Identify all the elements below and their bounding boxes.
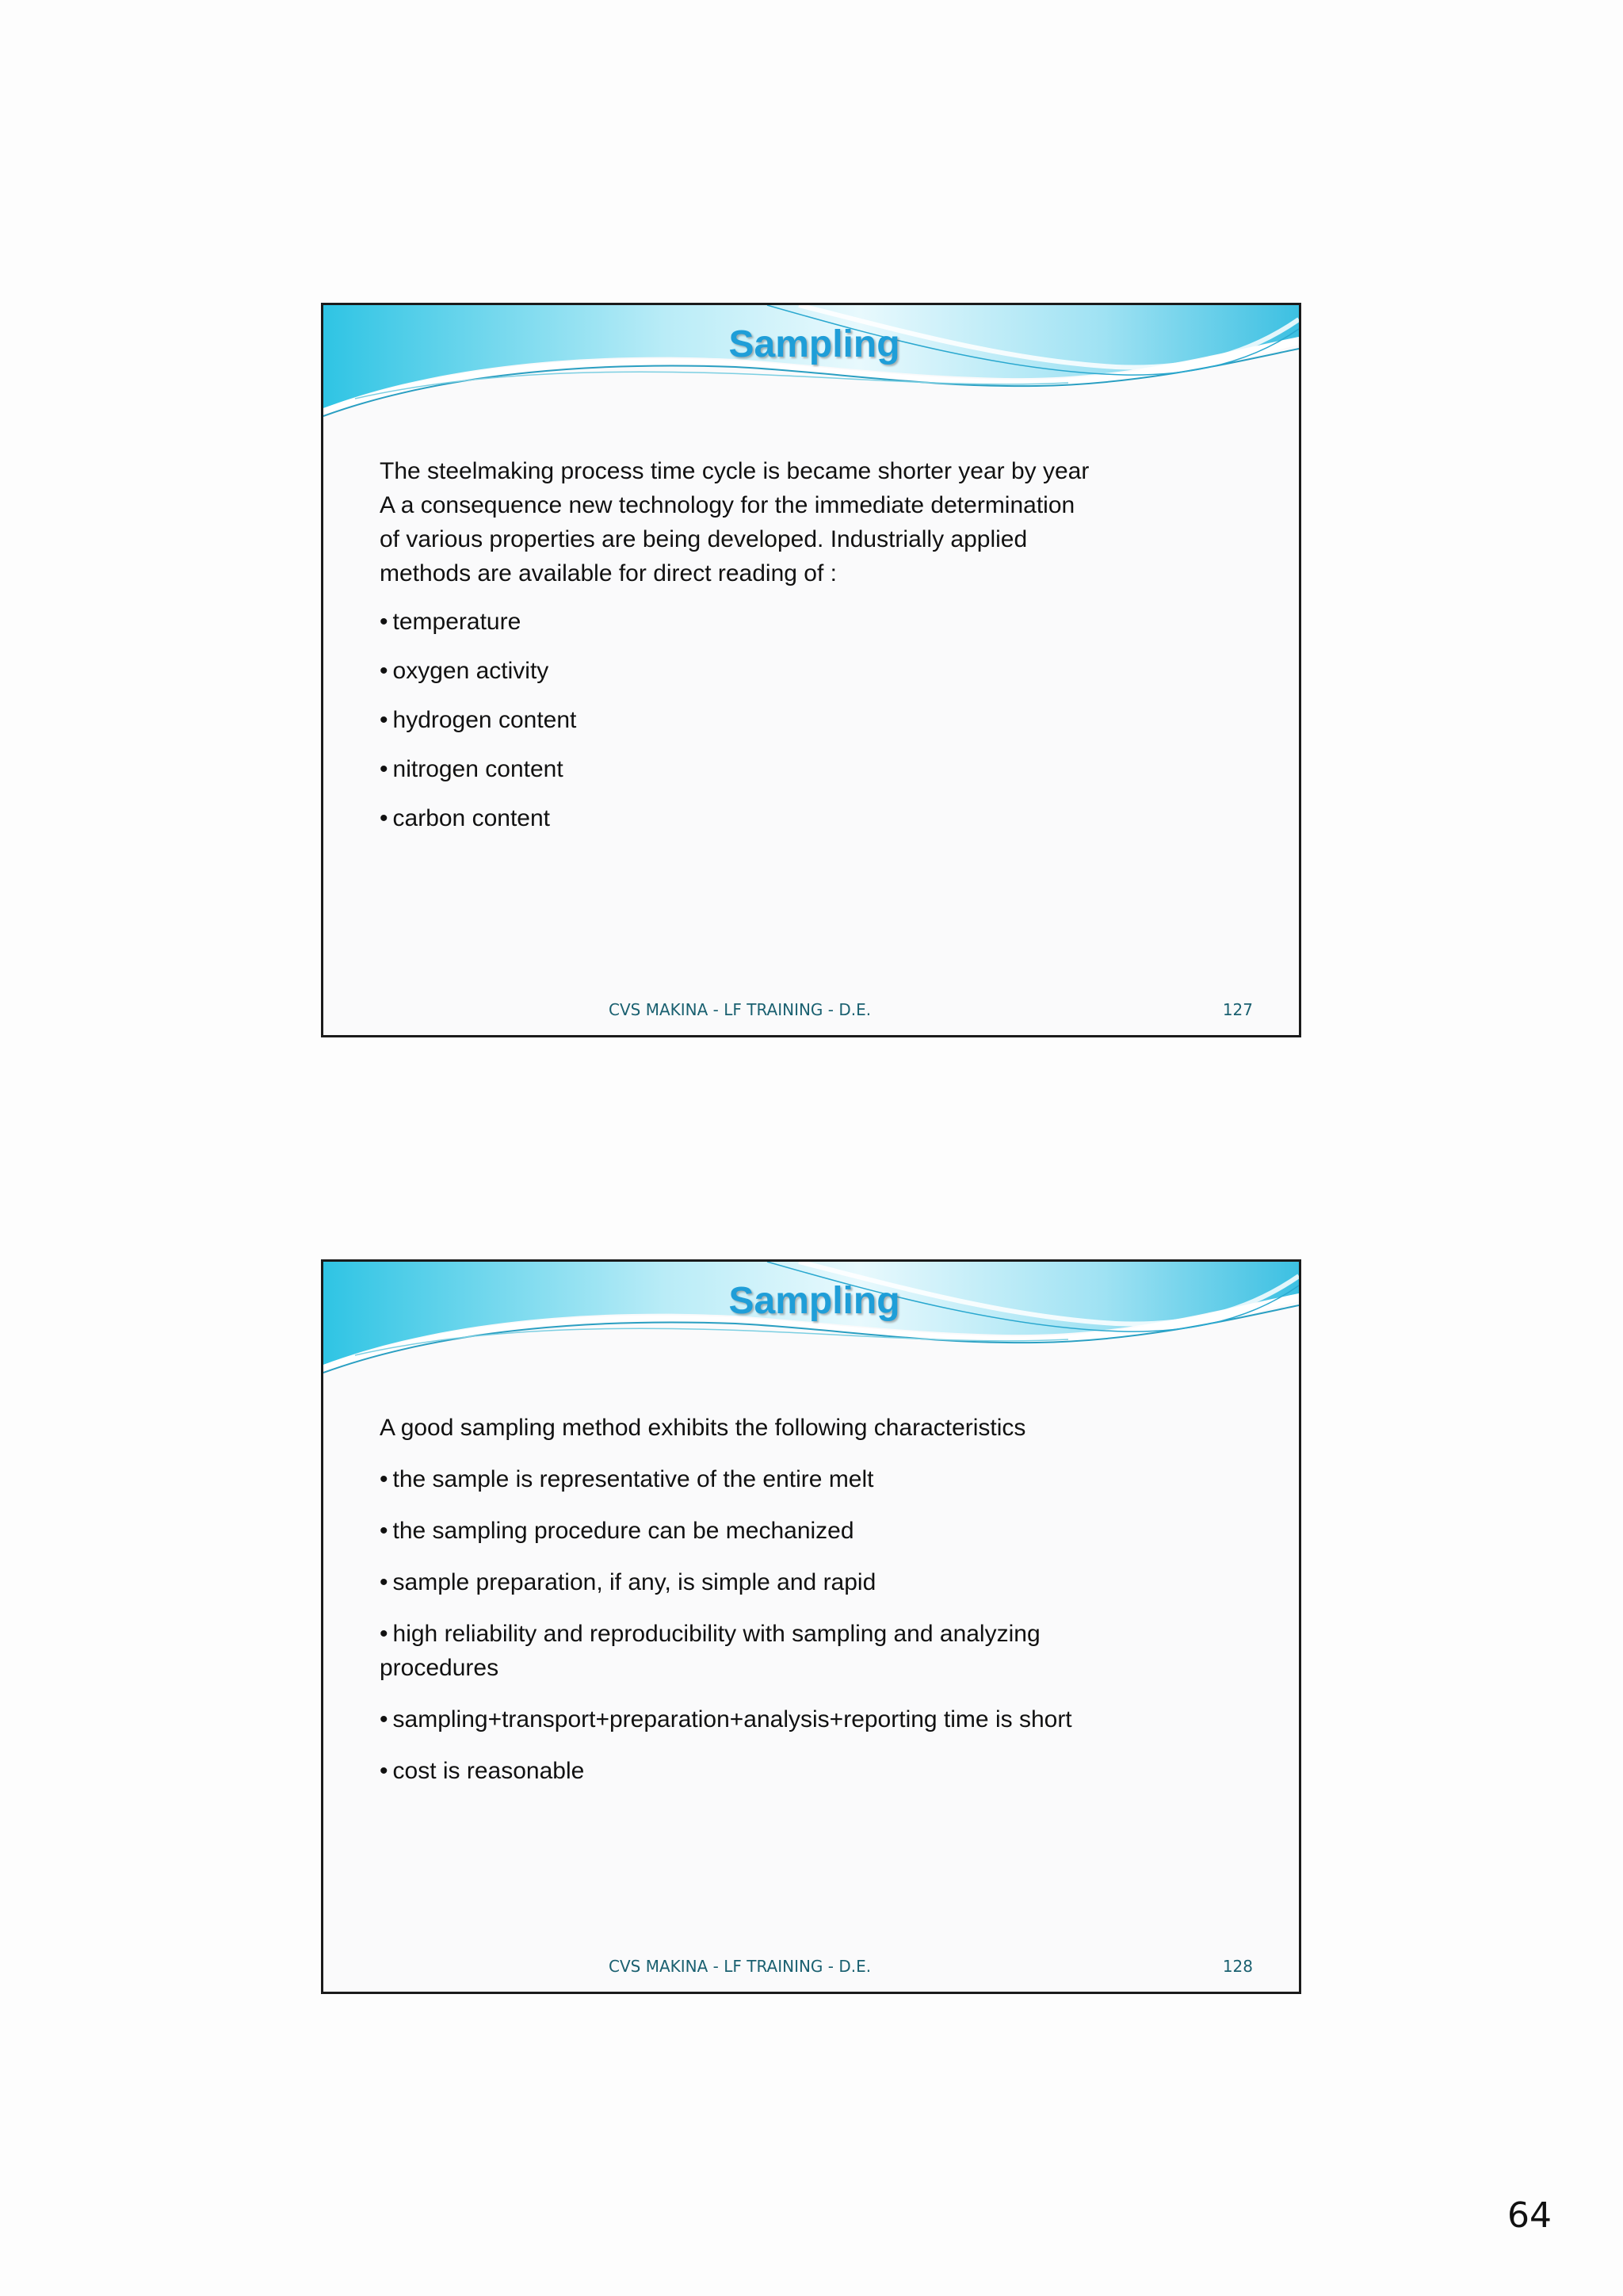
- list-item: • temperature: [380, 605, 1228, 639]
- list-item: • cost is reasonable: [380, 1754, 1228, 1788]
- slide-body: [380, 454, 1228, 850]
- slide-128: [321, 1259, 1301, 1994]
- slide-title: Sampling: [728, 1280, 900, 1322]
- slide-title: Sampling: [728, 323, 900, 365]
- bullet-list: [380, 605, 1228, 835]
- intro-paragraph: [380, 1411, 1228, 1445]
- footer-text: CVS MAKINA - LF TRAINING - D.E.: [609, 1957, 872, 1976]
- slide-header-wave: [323, 305, 1299, 424]
- list-item: • the sample is representative of the entire melt: [380, 1462, 1228, 1496]
- intro-line: methods are available for direct reading of :: [380, 560, 837, 586]
- intro-line: A good sampling method exhibits the following characteristics: [380, 1415, 1026, 1441]
- list-item: • the sampling procedure can be mechanized: [380, 1514, 1228, 1548]
- list-item: • nitrogen content: [380, 752, 1228, 786]
- intro-line: The steelmaking process time cycle is became shorter year by year: [380, 458, 1090, 484]
- slide-body: [380, 1411, 1228, 1805]
- list-item: • sampling+transport+preparation+analysis+reporting time is short: [380, 1702, 1228, 1736]
- page-number: 64: [1507, 2195, 1552, 2236]
- slide-number: 128: [1222, 1957, 1253, 1976]
- intro-line: A a consequence new technology for the immediate determination: [380, 492, 1075, 518]
- slide-number: 127: [1222, 1000, 1253, 1019]
- bullet-list: [380, 1462, 1228, 1788]
- slide-127: [321, 303, 1301, 1037]
- list-item: • carbon content: [380, 801, 1228, 835]
- slide-footer: [323, 1000, 1299, 1024]
- slide-header-wave: [323, 1262, 1299, 1381]
- intro-line: of various properties are being developed. Industrially applied: [380, 526, 1028, 552]
- list-item: • hydrogen content: [380, 703, 1228, 737]
- intro-paragraph: [380, 454, 1228, 590]
- list-item: • high reliability and reproducibility with sampling and analyzing procedures: [380, 1617, 1077, 1685]
- list-item: • sample preparation, if any, is simple and rapid: [380, 1565, 1228, 1599]
- slide-footer: [323, 1957, 1299, 1981]
- list-item: • oxygen activity: [380, 654, 1228, 688]
- footer-text: CVS MAKINA - LF TRAINING - D.E.: [609, 1000, 872, 1019]
